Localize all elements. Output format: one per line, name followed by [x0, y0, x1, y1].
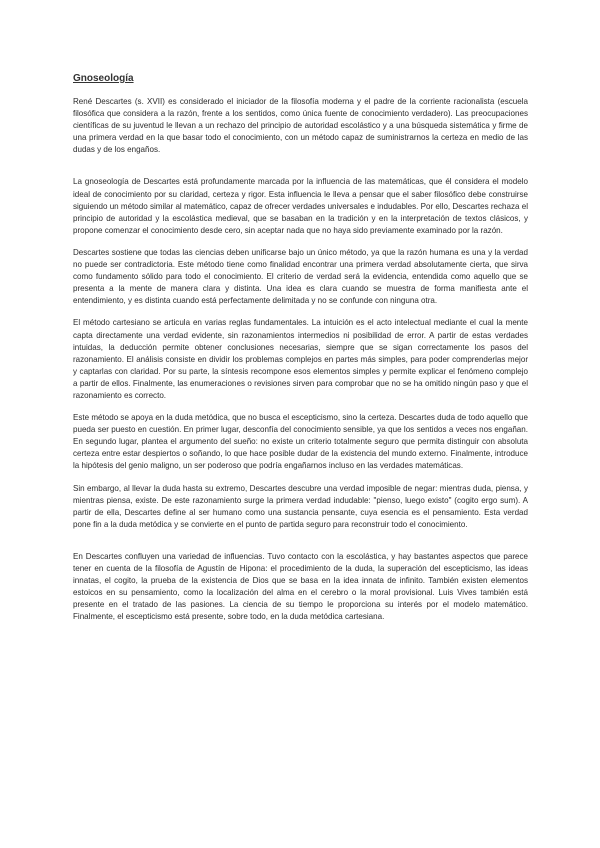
paragraph-cogito: Sin embargo, al llevar la duda hasta su extremo, Descartes descubre una verdad imposible de negar: mientras duda, piensa, y mientras piensa, existe. De este razonamiento surge la primera verdad indudable: "pienso, luego existo" (cogito ergo sum). A partir de ella, Descartes define al ser humano como una sustancia pensante, cuya esencia es el pensamiento. Esta verdad pone fin a la duda metódica y se convierte en el punto de partida seguro para reconstruir todo el conocimiento.	[73, 483, 528, 529]
paragraph-intro: René Descartes (s. XVII) es considerado el iniciador de la filosofía moderna y el padre de la corriente racionalista (escuela filosófica que considera a la razón, frente a los sentidos, como única fuente de conocimiento verdadero). Las preocupaciones científicas de su juventud le llevan a un rechazo del principio de autoridad escolástico y a una búsqueda sistemática y firme de una primera verdad en la que basar todo el conocimiento, con un método capaz de suministrarnos la certeza en medio de las dudas y de los engaños.	[73, 97, 528, 155]
paragraph-method-rules: El método cartesiano se articula en varias reglas fundamentales. La intuición es el acto intelectual mediante el cual la mente capta directamente una verdad evidente, sin razonamientos intermedios ni posibilidad de error. A partir de estas verdades intuidas, la deducción permite obtener conclusiones necesarias, siempre que se sigan correctamente los pasos del razonamiento. El análisis consiste en dividir los problemas complejos en partes más simples, para poder comprenderlas mejor y captarlas con claridad. Por su parte, la síntesis recompone esos elementos simples y permite explicar el fenómeno complejo a partir de ellos. Finalmente, las enumeraciones o revisiones sirven para comprobar que no se ha omitido ningún paso y que el razonamiento es correcto.	[73, 318, 528, 400]
paragraph-mathematics-influence: La gnoseología de Descartes está profundamente marcada por la influencia de las matemáticas, que él considera el modelo ideal de conocimiento por su claridad, certeza y rigor. Esta influencia le lleva a pensar que el saber filosófico debe construirse siguiendo un método similar al matemático, capaz de ofrecer verdades universales e indudables. Por ello, Descartes rechaza el principio de autoridad y la escolástica medieval, que se basaban en la tradición y en la interpretación de textos clásicos, y propone comenzar el conocimiento desde cero, sin aceptar nada que no haya sido previamente examinado por la razón.	[73, 177, 528, 235]
paragraph-influences: En Descartes confluyen una variedad de influencias. Tuvo contacto con la escolástica, y hay bastantes aspectos que parece tener en cuenta de la filosofía de Agustín de Hipona: el procedimiento de la duda, la superación del escepticismo, las ideas innatas, el cogito, la prueba de la existencia de Dios que se basa en la idea innata de infinito. También existen elementos estoicos en su pensamiento, como la localización del alma en el cerebro o la moral provisional. Luis Vives también está presente en el tratado de las pasiones. La ciencia de su tiempo le proporciona su interés por el modelo matemático. Finalmente, el escepticismo está presente, sobre todo, en la duda metódica cartesiana.	[73, 551, 528, 622]
document-title: Gnoseología	[73, 73, 134, 84]
paragraph-methodic-doubt: Este método se apoya en la duda metódica, que no busca el escepticismo, sino la certeza. Descartes duda de todo aquello que pueda ser puesto en cuestión. En primer lugar, desconfía del conocimiento sensible, ya que los sentidos a veces nos engañan. En segundo lugar, plantea el argumento del sueño: no existe un criterio totalmente seguro que permita distinguir con absoluta certeza entre estar despiertos o soñando, lo que hace posible dudar de la existencia del mundo externo. Finalmente, introduce la hipótesis del genio maligno, un ser poderoso que podría engañarnos incluso en las verdades matemáticas.	[73, 413, 528, 471]
paragraph-unified-method: Descartes sostiene que todas las ciencias deben unificarse bajo un único método, ya que la razón humana es una y la verdad no puede ser contradictoria. Este método tiene como finalidad encontrar una primera verdad absolutamente cierta, que sirva como fundamento sólido para todo el conocimiento. El criterio de verdad será la evidencia, entendida como aquello que se presenta a la mente de manera clara y distinta. Una idea es clara cuando se muestra de forma manifiesta ante el entendimiento, y es distinta cuando está perfectamente delimitada y no se confunde con ninguna otra.	[73, 247, 528, 306]
